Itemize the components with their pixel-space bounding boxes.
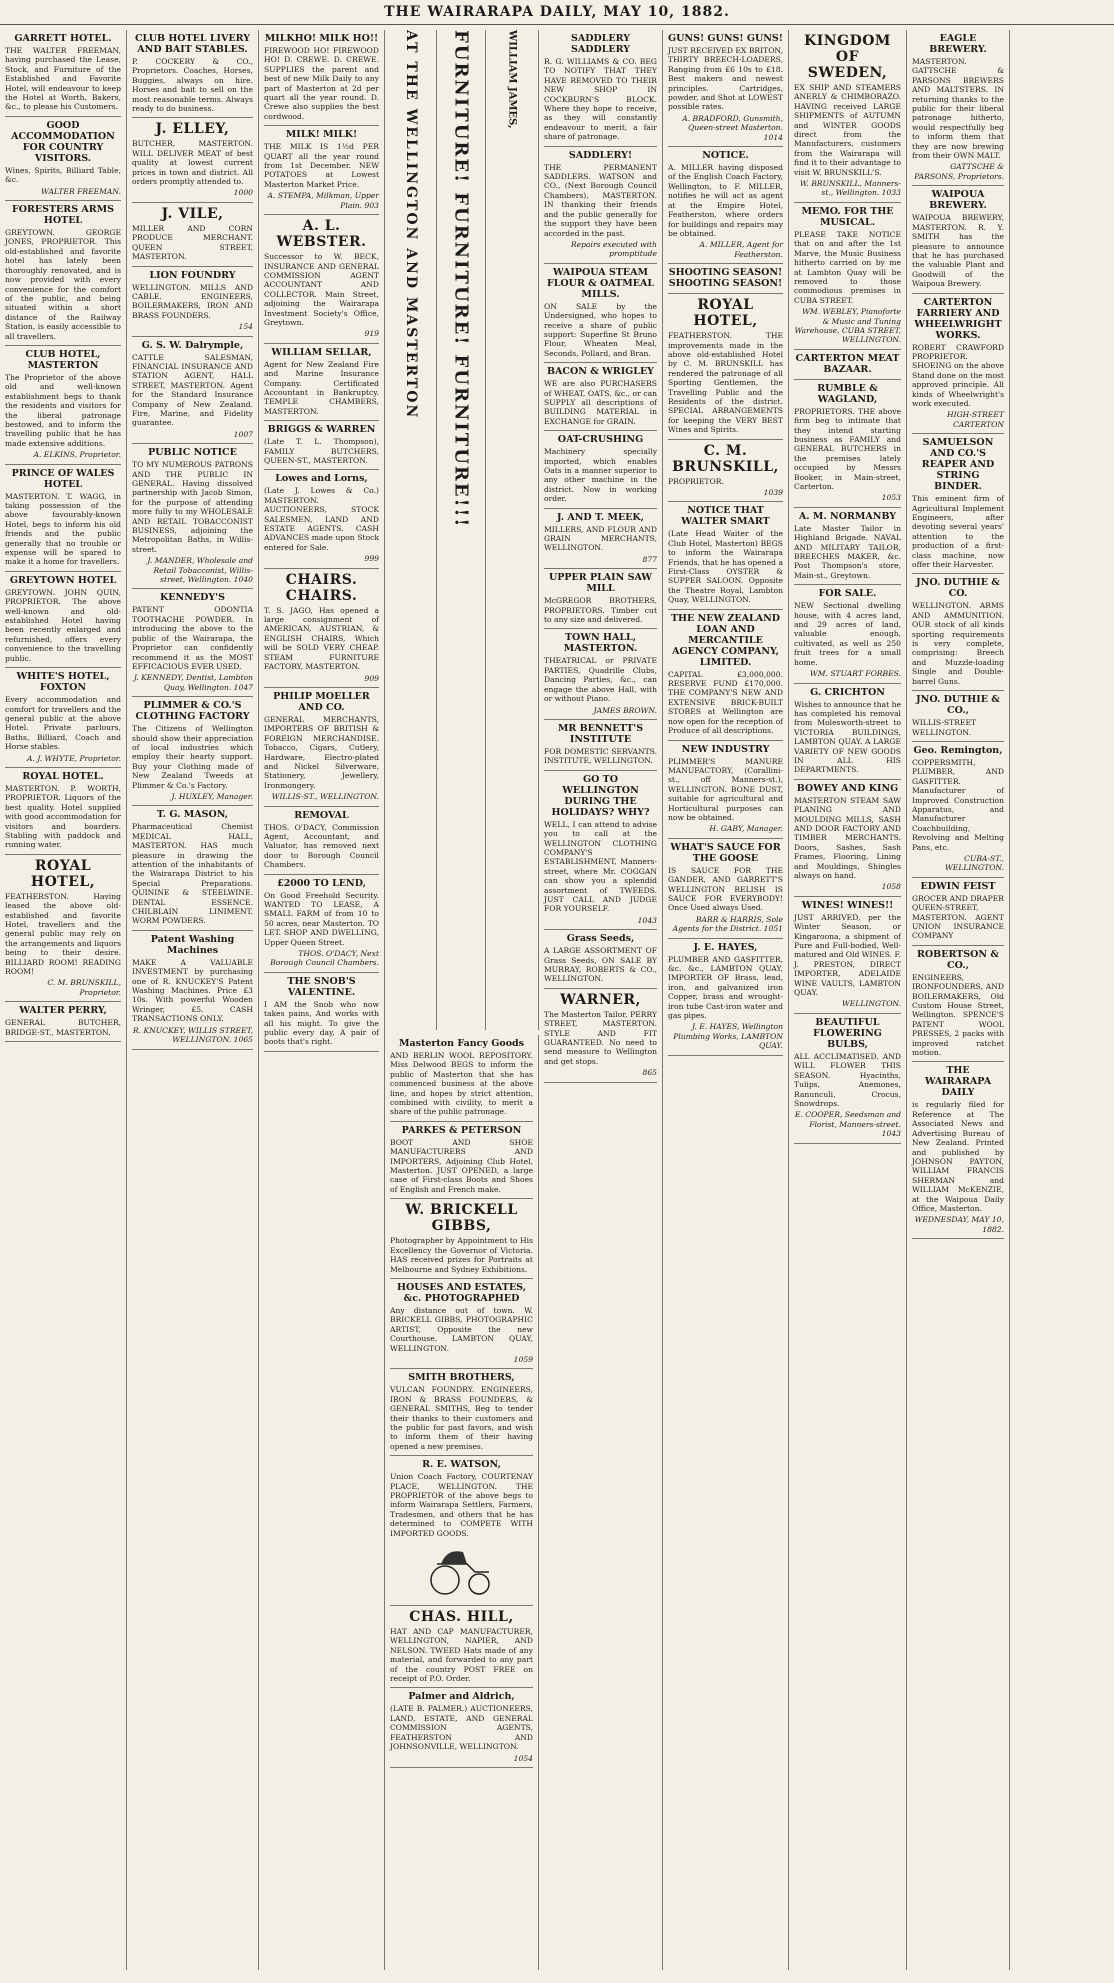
ad-signature: J. KENNEDY, Dentist, Lambton Quay, Wellington. 1047 (133, 673, 253, 692)
advertisement (264, 470, 379, 568)
ad-signature: 1059 (513, 1354, 533, 1364)
ad-body: THE WALTER FREEMAN, having purchased the Lease, Stock, and Furniture of the Established and Favorite Hotel, will endeavour to keep the Hotel at Worth, Bakers, &c., to please his Customers. (5, 46, 121, 112)
advertisement (132, 444, 253, 589)
ad-body: Any distance out of town. W. BRICKELL GIBBS, PHOTOGRAPHIC ARTIST, Opposite the new Courthouse, LAMBTON QUAY, WELLINGTON. (390, 1305, 533, 1353)
ad-body: PLEASE TAKE NOTICE that on and after the 1st Marve, the Music Business hitherto carried on by me at Lambton Quay will be removed to those commodious premises in CUBA STREET. (794, 229, 901, 305)
ad-body: This eminent firm of Agricultural Implement Engineers, after devoting several years' attention to the production of a first-class machine, now offer their Harvester. (912, 494, 1004, 570)
ad-body: THOS. O'DACY, Commission Agent, Accountant, and Valuator, has removed next door to Borough Council Chambers. (264, 822, 379, 870)
ad-signature: WILLIS-ST., WELLINGTON. (271, 792, 379, 802)
buggy-illustration-icon (427, 1542, 497, 1597)
advertisement (794, 30, 901, 203)
advertisement (132, 203, 253, 267)
ad-signature: A. ELKINS, Proprietor. (33, 450, 121, 460)
advertisement (132, 337, 253, 445)
advertisement (912, 294, 1004, 435)
ad-body: FEATHERSTON. Having leased the above old-established and favorite Hotel, travellers and the general public may rely on the arrangements and liquors being to their desire. BILLIARD ROOM! READING ROOM! (5, 891, 121, 977)
advertisement (794, 203, 901, 350)
advertisement (544, 509, 657, 570)
ad-title: NOTICE. (702, 150, 749, 162)
ad-body: JUST ARRIVED, per the Winter Season, or Kingaroona, a shipment of Pure and Full-bodied, Well-matured and Old WINES. F. J. PRESTON, DIRECT IMPORTER, ADELAIDE WINE VAULTS, LAMBTON QUAY. (794, 912, 901, 998)
ad-body: MASTERTON. P. WORTH, PROPRIETOR. Liquors of the best quality. Hotel supplied with good accommodation for visitors and boarders. Stabling with paddock and running water. (5, 783, 121, 850)
ad-title: KINGDOM OF SWEDEN, (804, 33, 891, 81)
advertisement (390, 1035, 533, 1122)
ad-body: BOOT AND SHOE MANUFACTURERS AND IMPORTERS, Adjoining Club Hotel, Masterton. JUST OPENED, a large case of First-class Boots and Shoes of English and French make. (390, 1137, 533, 1194)
ad-title: SAMUELSON AND CO.'S REAPER AND STRING BINDER. (921, 437, 995, 493)
advertisement (5, 1002, 121, 1042)
ad-body: CATTLE SALESMAN, FINANCIAL INSURANCE AND STATION AGENT, HALL STREET, MASTERTON. Agent for the Standard Insurance Company of New Zealand. Fire, Marine, and Fidelity guarantee. (132, 352, 253, 428)
advertisement (794, 780, 901, 897)
ad-signature: GATTSCHE & PARSONS, Proprietors. (914, 162, 1004, 181)
ad-title: FORESTERS ARMS HOTEL (11, 204, 115, 227)
column-2 (127, 30, 259, 1970)
ad-title: EAGLE BREWERY. (929, 33, 987, 55)
column-7 (789, 30, 907, 1970)
ad-title: C. M. BRUNSKILL, (672, 442, 779, 475)
ad-body: CAPITAL £3,000,000. RESERVE FUND £170,000. THE COMPANY'S NEW AND EXTENSIVE BRICK-BUILT STORES at Wellington are now open for the reception of Produce of all descriptions. (668, 669, 783, 736)
ad-body: (Late T. L. Thompson), FAMILY BUTCHERS, QUEEN-ST., MASTERTON. (264, 437, 379, 465)
ad-body: Union Coach Factory, COURTENAY PLACE, WELLINGTON. THE PROPRIETOR of the above begs to inform Wairarapa Settlers, Farmers, Tradesmen, and others that he has determined to COMPETE WITH IMPORTED GOODS. (390, 1472, 533, 1538)
ad-title: SMITH BROTHERS, (408, 1372, 515, 1384)
advertisement (912, 691, 1004, 742)
advertisement (264, 807, 379, 875)
vertical-banner-2-text: FURNITURE! FURNITURE! FURNITURE!!! (450, 30, 472, 529)
advertisement (132, 697, 253, 806)
ad-title: FOR SALE. (818, 588, 877, 600)
ad-signature: BARR & HARRIS, Sole Agents for the District. 1051 (672, 914, 783, 934)
ad-body: GENERAL MERCHANTS, IMPORTERS OF BRITISH & FOREIGN MERCHANDISE. Tobacco, Cigars, Cutlery, Hardware, Electro-plated and Nickel Silverware, Stationery, Jewellery, Ironmongery. (264, 714, 379, 790)
advertisement (668, 147, 783, 264)
ad-body: GROCER AND DRAPER QUEEN-STREET, MASTERTON. AGENT UNION INSURANCE COMPANY (912, 893, 1004, 941)
advertisement (912, 30, 1004, 186)
ad-signature: Repairs executed with promptitude (570, 239, 657, 259)
advertisement (544, 771, 657, 930)
ad-title: WAIPOUA BREWERY. (929, 189, 987, 212)
ad-signature: 999 (364, 554, 379, 564)
advertisement (912, 946, 1004, 1063)
advertisement (390, 1606, 533, 1688)
ad-body: THE PERMANENT SADDLERS. WATSON and CO., (Next Borough Council Chambers), MASTERTON. IN thanking their friends and the public generally for the support they have been accorded in the past. (544, 162, 657, 238)
ad-signature: 1054 (513, 1753, 533, 1763)
ad-signature: 1053 (881, 493, 901, 503)
advertisement (668, 440, 783, 503)
ad-signature: 1058 (881, 882, 901, 892)
ad-signature: 154 (238, 322, 253, 332)
ad-body: (Late Head Waiter of the Club Hotel, Masterton) BEGS to inform the Wairarapa Friends, that he has opened a First-Class OYSTER & SUPPER SALOON. Opposite the Theatre Royal, Lambton Quay, WELLINGTON. (668, 529, 783, 605)
ad-signature: 919 (364, 329, 379, 339)
advertisement (544, 431, 657, 508)
ad-body: A. MILLER having disposed of the English Coach Factory, Wellington, to F. MILLER, notifies he will act as agent at the Empire Hotel, Featherston, where orders for buildings and repairs may be obtained. (668, 163, 783, 238)
ad-title: HOUSES AND ESTATES, &c. PHOTOGRAPHED (396, 1281, 527, 1304)
advertisement (132, 806, 253, 930)
advertisement (544, 569, 657, 629)
advertisement (5, 346, 121, 465)
ad-signature: JAMES BROWN. (593, 705, 657, 715)
ad-signature: A. STEMPA, Milkman, Upper Plain. 903 (267, 191, 379, 210)
ad-signature: HIGH-STREET CARTERTON (946, 410, 1004, 429)
ad-body: (LATE B. PALMER.) AUCTIONEERS, LAND, ESTATE, AND GENERAL COMMISSION AGENTS, FEATHERSTON AND JOHNSONVILLE, WELLINGTON. (390, 1704, 533, 1752)
ad-body: WELLINGTON. MILLS AND CABLE. ENGINEERS, BOILERMAKERS, IRON AND BRASS FOUNDERS. (132, 282, 253, 320)
ad-body: HAT AND CAP MANUFACTURER, WELLINGTON, NAPIER, AND NELSON. TWEED Hats made of any material, and forwarded to any part of the country POST FREE on receipt of P.O. Order. (390, 1627, 533, 1684)
ad-title: MILKHO! MILK HO!! (264, 33, 379, 44)
ad-title: A. L. WEBSTER. (276, 218, 367, 251)
ad-body: The Masterton Tailor, PERRY STREET, MASTERTON. STYLE AND FIT GUARANTEED. No need to send measure to Wellington and get stops. (544, 1009, 657, 1066)
advertisement (544, 147, 657, 264)
advertisement (544, 720, 657, 771)
advertisement (390, 1279, 533, 1369)
ad-body: Wines, Spirits, Billiard Table, &c. (5, 165, 121, 185)
advertisement (912, 434, 1004, 574)
advertisement (390, 1369, 533, 1456)
column-4 (385, 1035, 539, 1970)
ad-title: Patent Washing Machines (150, 933, 235, 956)
ad-signature: R. KNUCKEY, WILLIS STREET, WELLINGTON. 1065 (132, 1025, 253, 1045)
advertisement (668, 839, 783, 939)
advertisement (668, 264, 783, 294)
advertisement (5, 768, 121, 855)
ad-title: PARKES & PETERSON (401, 1124, 522, 1136)
advertisement (5, 465, 121, 572)
ad-title: EDWIN FEIST (920, 880, 996, 892)
column-3 (259, 30, 385, 1970)
advertisement (264, 30, 379, 126)
ad-signature: 1043 (637, 915, 657, 925)
vertical-banner-3 (486, 30, 539, 1030)
ad-body: COPPERSMITH, PLUMBER, AND GASFITTER. Manufacturer of Improved Construction Apparatus, and Manufacturer Coachbuilding, Revolving and Melting Pans, etc. (912, 757, 1004, 852)
column-5 (539, 30, 663, 1970)
ad-title: THE SNOB'S VALENTINE. (287, 975, 356, 998)
ad-signature: CUBA-ST., WELLINGTON. (944, 853, 1004, 873)
advertisement (668, 294, 783, 439)
ad-body: Wishes to announce that he has completed his removal from Molesworth-street to VICTORIA BUILDINGS, LAMBTON QUAY. A LARGE VARIETY OF NEW GOODS IN ALL HIS DEPARTMENTS. (794, 699, 901, 775)
ad-body: Successor to W. BECK, INSURANCE AND GENERAL COMMISSION AGENT ACCOUNTANT AND COLLECTOR. Main Street, adjoining the Wairarapa Investment Society's Office, Greytown. (264, 252, 379, 327)
advertisement (390, 1688, 533, 1767)
ad-title: J. E. HAYES, (693, 941, 758, 953)
ad-body: P. COCKERY & CO., Proprietors. Coaches, Horses, Buggies, always on hire. Horses and bait to sell on the most reasonable terms. Always ready to do business. (132, 57, 253, 114)
ad-body: GREYTOWN. GEORGE JONES, PROPRIETOR. This old-established and favorite hotel has lately been thoroughly renovated, and is now provided with every convenience for the comfort of the public, and being situated within a short distance of the Railway Station, is easily accessible to all travellers. (5, 228, 121, 341)
advertisement (794, 380, 901, 508)
ad-title: WAIPOUA STEAM FLOUR & OATMEAL MILLS. (546, 266, 655, 300)
ad-title: CLUB HOTEL LIVERY AND BAIT STABLES. (134, 33, 250, 55)
advertisement (5, 201, 121, 346)
ad-signature: H. GABY, Manager. (709, 824, 783, 834)
ad-title: BEAUTIFUL FLOWERING BULBS, (813, 1016, 882, 1050)
advertisement (132, 589, 253, 697)
ad-body: On Good Freehold Security. WANTED TO LEASE, A SMALL FARM of from 10 to 50 acres, near Masterton. TO LET. SHOP AND DWELLING, Upper Queen Street. (264, 890, 379, 947)
ad-signature: 909 (364, 673, 379, 683)
ad-title: JNO. DUTHIE & CO. (916, 577, 1000, 600)
ad-title: Grass Seeds, (566, 933, 635, 945)
ad-title: BRIGGS & WARREN (267, 424, 376, 436)
ad-signature: W. BRUNSKILL, Manners-st., Wellington. 1033 (799, 179, 901, 198)
ad-title: WHITE'S HOTEL, FOXTON (16, 671, 110, 694)
ad-title: PRINCE OF WALES HOTEL (11, 467, 115, 490)
ad-title: BACON & WRIGLEY (547, 366, 654, 378)
advertisement (912, 186, 1004, 293)
ad-signature: A. MILLER, Agent for Featherston. (699, 240, 783, 259)
ad-signature: J. MANDER, Wholesale and Retail Tobacconist, Willis-street, Wellington. 1040 (147, 556, 253, 585)
ad-body: FEATHERSTON. THE improvements made in the above old-established Hotel by C. M. BRUNSKILL has rendered the patronage of all Sporting Gentlemen, the Travelling Public and the Residents of the district. SPECIAL ARRANGEMENTS for keeping the VERY BEST Wines and Spirits. (668, 331, 783, 435)
advertisement (5, 30, 121, 117)
masthead: THE WAIRARAPA DAILY, MAY 10, 1882. (0, 0, 1114, 25)
advertisement (544, 930, 657, 989)
ad-title: MILK! MILK! (285, 129, 358, 141)
ad-body: FOR DOMESTIC SERVANTS. INSTITUTE, WELLINGTON. (544, 746, 657, 766)
ad-body: IS SAUCE FOR THE GANDER, AND GARRETT'S WELLINGTON RELISH IS SAUCE FOR EVERYBODY! Once Used always Used. (668, 865, 783, 913)
advertisement (668, 741, 783, 839)
advertisement (390, 1199, 533, 1279)
ad-title: G. CRICHTON (810, 686, 885, 698)
ad-title: J. AND T. MEEK, (557, 511, 644, 523)
ad-title: NEW INDUSTRY (681, 743, 770, 755)
ad-body: I AM the Snob who now takes pains, And works with all his might. To give the public every day, A pair of boots that's right. (264, 999, 379, 1047)
ad-signature: E. COOPER, Seedsman and Florist, Manners-street. 1043 (794, 1110, 901, 1139)
ad-title: SADDLERY SADDLERY (570, 33, 630, 55)
advertisement (794, 508, 901, 585)
ad-body: MILLER AND CORN PRODUCE MERCHANT. QUEEN STREET, MASTERTON. (132, 223, 253, 262)
ad-body: VULCAN FOUNDRY. ENGINEERS, IRON & BRASS FOUNDERS, & GENERAL SMITHS, Beg to tender their thanks to their customers and the public for past favors, and wish to inform them of their having opened a new premises. (390, 1385, 533, 1451)
ad-title: REMOVAL (294, 809, 349, 821)
ad-title: MR BENNETT'S INSTITUTE (557, 722, 644, 745)
ad-signature: WELLINGTON. (841, 999, 901, 1009)
advertisement (668, 30, 783, 147)
ad-title: GUNS! GUNS! GUNS! (668, 33, 783, 44)
advertisement (794, 585, 901, 683)
column-8 (907, 30, 1010, 1970)
ad-body: Pharmaceutical Chemist MEDICAL HALL, MASTERTON. HAS much pleasure in drawing the attention of the inhabitants of the Wairarapa District to his Special Preparations. QUININE & STEELWINE. DENTAL ESSENCE. CHILBLAIN LINIMENT. WORM POWDERS. (132, 822, 253, 926)
ad-title: NOTICE THAT WALTER SMART (681, 505, 770, 528)
ad-signature: THOS. O'DACY, Next Borough Council Chambers. (270, 949, 379, 968)
ad-signature: C. M. BRUNSKILL, Proprietor. (47, 978, 121, 997)
ad-body: Machinery specially imported, which enables Oats in a manner superior to any other machine in the district. Now in working order. (544, 447, 657, 504)
column-1 (0, 30, 127, 1970)
ad-signature: J. HUXLEY, Manager. (171, 791, 253, 801)
advertisement (544, 264, 657, 363)
ad-body: Late Master Tailor in Highland Brigade. NAVAL AND MILITARY TAILOR, BREECHES MAKER, &c. Post Thompson's store, Main-st., Greytown. (794, 523, 901, 580)
ad-body: MASTERTON STEAM SAW PLANING AND MOULDING MILLS, SASH AND DOOR FACTORY AND TIMBER MERCHANTS. Doors, Sashes, Sash Frames, Flooring, Lining and Mouldings, Shingles always on hand. (794, 795, 901, 880)
ad-body: The Citizens of Wellington should show their appreciation of local industries which employ their hearty support. Buy your Clothing made of New Zealand Tweeds at Plimmer & Co.'s Factory. (132, 724, 253, 790)
ad-body: ON SALE by the Undersigned, who hopes to receive a share of public support: Superfine St Bruno Flour, Wheaten Meal, Seconds, Pollard, and Bran. (544, 301, 657, 358)
ad-signature: 1000 (233, 188, 253, 198)
ad-title: T. G. MASON, (156, 809, 229, 821)
ad-title: ROYAL HOTEL, (30, 857, 96, 890)
advertisement (544, 30, 657, 147)
advertisement (544, 989, 657, 1083)
advertisement (5, 855, 121, 1002)
ad-signature: A. BRADFORD, Gunsmith, Queen-street Masterton. 1014 (682, 113, 783, 142)
ad-body: Photographer by Appointment to His Excellency the Governor of Victoria. HAS received prizes for Portraits at Melbourne and Sydney Exhibitions. (390, 1236, 533, 1274)
ad-title: ROBERTSON & CO., (917, 948, 999, 971)
ad-title: KENNEDY'S (160, 592, 225, 604)
ad-title: CLUB HOTEL, MASTERTON (25, 348, 101, 371)
ad-title: WARNER, (560, 991, 641, 1008)
ad-signature: WEDNESDAY, MAY 10, 1882. (914, 1215, 1004, 1234)
ad-title: ROYAL HOTEL. (22, 770, 104, 782)
ad-title: GREYTOWN HOTEL (9, 574, 117, 586)
ad-signature: 877 (642, 554, 657, 564)
ad-title: SHOOTING SEASON! SHOOTING SEASON! (668, 267, 783, 290)
ad-title: JNO. DUTHIE & CO., (916, 694, 1000, 717)
advertisement (544, 629, 657, 719)
advertisement (264, 973, 379, 1052)
ad-title: CHAS. HILL, (409, 1609, 514, 1626)
ad-title: GOOD ACCOMMODATION FOR COUNTRY VISITORS. (11, 119, 115, 164)
ad-body: is regularly filed for Reference at The Associated News and Advertising Bureau of New Zealand. Printed and published by JOHNSON PAYTON, WILLIAM FRANCIS SHERMAN and WILLIAM McKENZIE, at the Waipoua Daily Office, Masterton. (912, 1100, 1004, 1213)
ad-body: PLIMMER'S MANURE MANUFACTORY, (Corallini-st., off Manners-st.), WELLINGTON. BONE DUST, suitable for agricultural and Horticultural purposes can now be obtained. (668, 756, 783, 822)
ad-title: G. S. W. Dalrymple, (141, 339, 244, 351)
ad-title: CARTERTON MEAT BAZAAR. (795, 352, 900, 375)
column-6 (663, 30, 789, 1970)
ad-signature: WM. STUART FORBES. (809, 669, 901, 679)
advertisement (794, 1014, 901, 1144)
ad-title: Palmer and Aldrich, (408, 1691, 515, 1703)
advertisement (5, 572, 121, 668)
ad-body: WELL, I can attend to advise you to call at the WELLINGTON CLOTHING COMPANY'S ESTABLISHMENT, Manners-street, where Mr. COGGAN can show you a splendid assortment of TWEEDS. JUST CALL AND JUDGE FOR YOURSELF. (544, 819, 657, 914)
ad-body: (Late J. Lowes & Co.) MASTERTON. AUCTIONEERS, STOCK SALESMEN, LAND AND ESTATE AGENTS. CASH ADVANCES made upon Stock entered for Sale. (264, 486, 379, 552)
advertisement (264, 421, 379, 470)
advertisement (264, 126, 379, 215)
ad-body: ROBERT CRAWFORD PROPRIETOR. SHOEING on the above Stand done on the most approved principle. All kinds of Wheelwright's work executed. (912, 342, 1004, 408)
ad-body: Every accommodation and comfort for travellers and the general public at the above Hotel. Private parlours, Baths, Billiard, Coach and Horse stables. (5, 695, 121, 752)
ad-signature: J. E. HAYES, Wellington Plumbing Works, LAMBTON QUAY. (673, 1022, 783, 1051)
ad-body: WE are also PURCHASERS of WHEAT, OATS, &c., or can SUPPLY all descriptions of BUILDING MATERIAL in EXCHANGE for GRAIN. (544, 379, 657, 426)
ad-body: WAIPOUA BREWERY, MASTERTON. R. Y. SMITH has the pleasure to announce that he has purchased the valuable Plant and Goodwill of the Waipoua Brewery. (912, 213, 1004, 289)
ad-title: J. VILE, (161, 205, 224, 222)
advertisement (5, 668, 121, 768)
ad-body: THE MILK IS 1½d PER QUART all the year round from 1st December. NEW POTATOES at Lowest Masterton Market Price. (264, 142, 379, 189)
ad-body: AND BERLIN WOOL REPOSITORY. Miss Delwood BEGS to inform the public of Masterton that she has commenced business at the above line, and hopes by strict attention, combined with civility, to merit a share of the public patronage. (390, 1051, 533, 1117)
ad-body: GREYTOWN. JOHN QUIN, PROPRIETOR. The above well-known and old-established Hotel having been recently enlarged and refurnished, offers every convenience to the travelling public. (5, 587, 121, 663)
ad-title: Lowes and Lorns, (275, 473, 368, 485)
advertisement (912, 1062, 1004, 1239)
ad-title: W. BRICKELL GIBBS, (405, 1202, 518, 1235)
ad-body: TO MY NUMEROUS PATRONS AND THE PUBLIC IN GENERAL. Having dissolved partnership with Jacob Simon, for the purpose of attending more fully to my WHOLESALE AND RETAIL TOBACCONIST BUSINESS, adjoining the Metropolitan Baths, in Willis-street. (132, 460, 253, 554)
advertisement (264, 688, 379, 807)
vertical-banner-1-text: AT THE WELLINGTON AND MASTERTON (402, 30, 419, 420)
ad-title: BOWEY AND KING (796, 782, 899, 794)
ad-signature: WALTER FREEMAN. (41, 186, 121, 196)
ad-title: WHAT'S SAUCE FOR THE GOOSE (670, 841, 781, 864)
advertisement (544, 363, 657, 431)
advertisement (794, 350, 901, 380)
ad-title: TOWN HALL, MASTERTON. (563, 632, 638, 655)
advertisement (390, 1122, 533, 1199)
advertisement (132, 118, 253, 202)
ad-signature: A. J. WHYTE, Proprietor. (26, 753, 121, 763)
ad-body: PROPRIETORS. THE above firm beg to intimate that they intend starting business as FAMILY and GENERAL BUTCHERS in the premises lately occupied by Messrs Booker, in Main-street, Carterton. (794, 406, 901, 491)
ad-title: PHILIP MOELLER AND CO. (273, 690, 370, 713)
ad-body: Agent for New Zealand Fire and Marine Insurance Company. Certificated Accountant in Bankruptcy. TEMPLE CHAMBERS, MASTERTON. (264, 359, 379, 416)
ad-title: OAT-CRUSHING (557, 434, 644, 446)
ad-body: BUTCHER, MASTERTON. WILL DELIVER MEAT of best quality at lowest current prices in town and district. All orders promptly attended to. (132, 139, 253, 187)
ad-body: A LARGE ASSORTMENT OF Grass Seeds, ON SALE BY MURRAY, ROBERTS & CO., WELLINGTON. (544, 946, 657, 984)
ad-title: THE WAIRARAPA DAILY (924, 1065, 992, 1099)
advertisement (132, 931, 253, 1050)
advertisement (264, 215, 379, 344)
ad-title: Masterton Fancy Goods (398, 1038, 525, 1049)
ad-body: ENGINEERS, IRONFOUNDERS, AND BOILERMAKERS, Old Custom House Street, Wellington. SPENCE'S PATENT WOOL PRESSES, 2 packs with improved ratchet motion. (912, 972, 1004, 1058)
ad-body: McGREGOR BROTHERS, PROPRIETORS. Timber cut to any size and delivered. (544, 596, 657, 625)
ad-title: RUMBLE & WAGLAND, (817, 382, 878, 405)
ad-title: ROYAL HOTEL, (693, 297, 758, 330)
ad-body: PATENT ODONTIA TOOTHACHE POWDER. In introducing the above to the public of the Wairarapa, the Proprietor can confidently recommend it as the MOST EFFICACIOUS EVER USED. (132, 605, 253, 671)
ad-body: MAKE A VALUABLE INVESTMENT by purchasing one of R. KNUCKEY'S Patent Washing Machines. Price £3 10s. With powerful Wooden Wringer, £5. CASH TRANSACTIONS ONLY. (132, 957, 253, 1024)
vertical-banner-1 (385, 30, 437, 1030)
ad-body: ALL ACCLIMATISED, AND WILL FLOWER THIS SEASON. Hyacinths, Tulips, Anemones, Ranunculi, Crocus, Snowdrops. (794, 1051, 901, 1108)
advertisement (794, 684, 901, 780)
ad-body: WELLINGTON. ARMS AND AMMUNITION. OUR stock of all kinds sporting requirements is very complete, comprising: Breech and Muzzle-loading Single and Double-barrel Guns. (912, 601, 1004, 686)
ad-title: WILLIAM SELLAR, (271, 346, 372, 358)
ad-body: JUST RECEIVED EX BRITON, THIRTY BREECH-LOADERS, Ranging from £6 10s to £18. Best makers and newest principles. Cartridges, powder, and Shot at LOWEST possible rates. (668, 46, 783, 112)
ad-body: GENERAL BUTCHER, BRIDGE-ST., MASTERTON. (5, 1018, 121, 1037)
ad-title: CARTERTON FARRIERY AND WHEELWRIGHT WORKS. (914, 296, 1002, 341)
ad-title: R. E. WATSON, (422, 1459, 501, 1471)
ad-body: NEW Sectional dwelling house, with 4 acres land, and 29 acres of land, valuable enough, cultivated, as well as 250 fruit trees for a small home. (794, 601, 901, 667)
advertisement (912, 742, 1004, 878)
ad-signature: 1007 (233, 429, 253, 439)
ad-body: MASTERTON. T. WAGG, in taking possession of the above favourably-known Hotel, begs to inform his old friends and the public generally that no trouble or expense will be spared to make it a home for travellers. (5, 491, 121, 567)
ad-title: GARRETT HOTEL. (14, 33, 112, 44)
ad-title: PUBLIC NOTICE (148, 447, 237, 459)
ad-title: GO TO WELLINGTON DURING THE HOLIDAYS? WHY? (551, 773, 650, 818)
ad-body: MILLERS, AND FLOUR AND GRAIN MERCHANTS, WELLINGTON. (544, 524, 657, 553)
advertisement (912, 574, 1004, 691)
ad-body: WILLIS-STREET WELLINGTON. (912, 718, 977, 737)
ad-title: WALTER PERRY, (19, 1005, 107, 1017)
advertisement (5, 117, 121, 201)
ad-title: CHAIRS. CHAIRS. (285, 571, 358, 604)
vertical-banner-3-text: WILLIAM JAMES, (506, 30, 518, 129)
ad-title: THE NEW ZEALAND LOAN AND MERCANTILE AGENCY COMPANY, LIMITED. (670, 612, 780, 668)
advertisement (264, 344, 379, 421)
advertisement (264, 569, 379, 688)
advertisement (668, 502, 783, 609)
ad-title: £2000 TO LEND, (277, 877, 366, 889)
ad-title: J. ELLEY, (155, 121, 230, 138)
advertisement (132, 30, 253, 118)
ad-body: THEATRICAL or PRIVATE PARTIES, Quadrille Clubs, Dancing Parties, &c., can engage the above Hall, with or without Piano. (544, 656, 657, 704)
ad-title: WINES! WINES!! (801, 899, 894, 911)
ad-body: T. S. JAGO, Has opened a large consignment of AMERICAN, AUSTRIAN, & ENGLISH CHAIRS, Which will be SOLD VERY CHEAP. STEAM FURNITURE FACTORY, MASTERTON. (264, 605, 379, 672)
advertisement (264, 875, 379, 973)
ad-body: PLUMBER AND GASFITTER, &c. &c., LAMBTON QUAY, IMPORTER OF Brass, lead, iron, and galvanized iron Copper, brass and wrought-iron tube Cast-iron water and gas pipes. (668, 954, 783, 1021)
ad-signature: 865 (642, 1068, 657, 1078)
ad-title: LION FOUNDRY (149, 269, 236, 281)
vertical-banner-2 (437, 30, 486, 1030)
ad-title: SADDLERY! (568, 149, 633, 161)
ad-signature: WM. WEBLEY, Pianoforte & Music and Tuning Warehouse, CUBA STREET, WELLINGTON. (794, 307, 901, 345)
advertisement (912, 878, 1004, 946)
ad-title: MEMO. FOR THE MUSICAL. (801, 205, 894, 228)
advertisement (668, 939, 783, 1056)
ad-title: PLIMMER & CO.'S CLOTHING FACTORY (135, 700, 250, 723)
advertisement (668, 610, 783, 741)
ad-title: A. M. NORMANBY (798, 510, 897, 522)
advertisement (132, 267, 253, 337)
advertisement (390, 1456, 533, 1606)
ad-signature: 1039 (763, 488, 783, 497)
ad-title: Geo. Remington, (913, 744, 1003, 756)
advertisement (794, 897, 901, 1014)
ad-body: The Proprietor of the above old and well-known establishment begs to thank the residents and visitors for the liberal patronage bestowed, and to inform the travelling public that he has made extensive additions. (5, 372, 121, 448)
ad-body: FIREWOOD HO! FIREWOOD HO! D. CREWE. D. CREWE. SUPPLIES the parent and best of new Milk Daily to any part of Masterton at 2d per quart all the year round. D. Crewe also supplies the best cordwood. (264, 46, 379, 121)
ad-title: UPPER PLAIN SAW MILL (548, 572, 653, 595)
ad-body: MASTERTON. GATTSCHE & PARSONS BREWERS AND MALTSTERS. IN returning thanks to the public for their liberal patronage hitherto, would respectfully beg to inform them that they are now brewing from their OWN MALT. (912, 57, 1004, 161)
ad-body: EX SHIP AND STEAMERS ANERLY & CHIMBORAZO. HAVING received LARGE SHIPMENTS of AUTUMN and WINTER GOODS direct from the Manufacturers, customers from the Wairarapa will find it to their advantage to visit W. BRUNSKILL'S. (794, 83, 901, 177)
ad-body: R. G. WILLIAMS & CO. BEG TO NOTIFY THAT THEY HAVE REMOVED TO THEIR NEW SHOP IN COCKBURN'S BLOCK. Where they hope to receive, as they will constantly endeavour to merit, a fair share of patronage. (544, 57, 657, 142)
ad-body: PROPRIETOR. (668, 476, 724, 486)
